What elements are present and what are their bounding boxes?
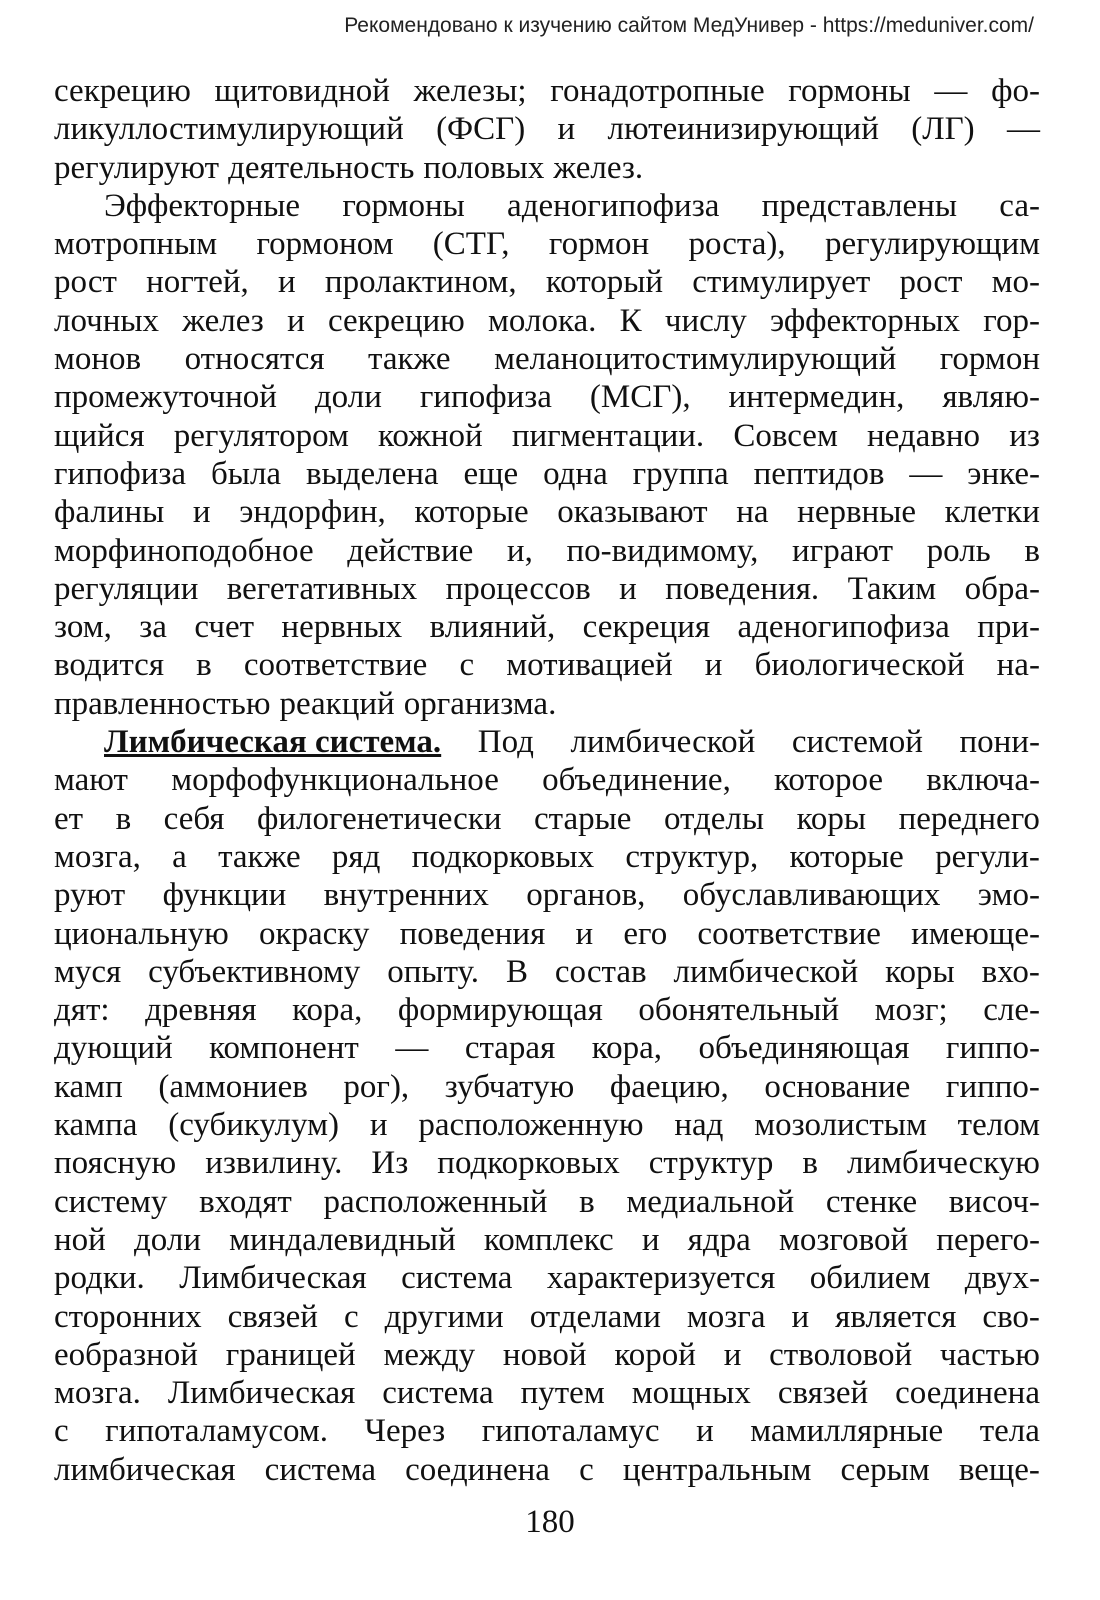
- word: объединяющая: [698, 1030, 910, 1067]
- word: камп: [54, 1068, 123, 1105]
- word: Под: [477, 724, 534, 761]
- paragraph: [54, 72, 1040, 187]
- text-line: [54, 761, 1040, 799]
- word: дующий: [54, 1030, 173, 1067]
- word: нервные: [797, 494, 917, 531]
- word: —: [1006, 111, 1040, 148]
- word: на: [736, 494, 769, 531]
- word: поведения: [399, 915, 546, 952]
- word: его: [623, 915, 668, 952]
- word: кожной: [378, 417, 483, 454]
- word: (ЛГ): [911, 111, 975, 148]
- text-line: [54, 1106, 1040, 1144]
- text-line: [54, 915, 1040, 953]
- word: К: [619, 302, 642, 339]
- word: древняя: [145, 992, 257, 1029]
- word: муся: [54, 953, 122, 990]
- section-heading: Лимбическая система.: [104, 724, 442, 761]
- word: играют: [792, 532, 893, 569]
- word: пони-: [959, 724, 1040, 761]
- text-line: [54, 149, 1040, 187]
- word: действие: [347, 532, 474, 569]
- word: сторонних: [54, 1298, 202, 1335]
- text-line: [54, 1298, 1040, 1336]
- word: являю-: [942, 379, 1040, 416]
- word: са-: [999, 187, 1040, 224]
- word: родки.: [54, 1260, 145, 1297]
- word: гипофиза: [419, 379, 552, 416]
- word: связей: [777, 1375, 869, 1412]
- word: органов,: [526, 877, 646, 914]
- word: филогенетически: [256, 800, 502, 837]
- word: функции: [162, 877, 287, 914]
- word: соответствие: [697, 915, 881, 952]
- word: пролактином,: [324, 264, 517, 301]
- word: перего-: [936, 1221, 1040, 1258]
- word: половых: [423, 149, 545, 186]
- word: который: [545, 264, 664, 301]
- word: пигментации.: [511, 417, 705, 454]
- text-line: [54, 302, 1040, 340]
- word: гор-: [983, 302, 1040, 339]
- word: коры: [796, 800, 867, 837]
- word: обра-: [964, 570, 1040, 607]
- word: в: [579, 1183, 595, 1220]
- word: которое: [774, 762, 884, 799]
- word: поясную: [54, 1145, 177, 1182]
- word: корой: [614, 1336, 696, 1373]
- word: с: [54, 1413, 69, 1450]
- word: гиппо-: [945, 1030, 1040, 1067]
- word: регуляции: [54, 570, 199, 607]
- word: меланоцитостимулирующий: [494, 341, 897, 378]
- text-line: [54, 608, 1040, 646]
- word: кора,: [591, 1030, 663, 1067]
- word: и: [278, 264, 296, 301]
- text-line: [54, 1336, 1040, 1374]
- text-line: [54, 1412, 1040, 1450]
- word: субъективному: [148, 953, 361, 990]
- word: и: [575, 915, 594, 952]
- word: молока.: [488, 302, 597, 339]
- word: отделами: [529, 1298, 661, 1335]
- word: мотропным: [54, 226, 218, 263]
- word: в: [115, 800, 132, 837]
- word: гонадотропные: [550, 73, 765, 109]
- word: гипоталамус: [481, 1413, 660, 1450]
- word: еобразной: [54, 1336, 198, 1373]
- body-text: [54, 72, 1040, 1489]
- word: лимбической: [673, 953, 859, 990]
- word: и,: [506, 532, 533, 569]
- word: а: [172, 838, 187, 875]
- word: мозговой: [778, 1221, 909, 1258]
- text-line: [54, 1374, 1040, 1412]
- word: структур: [648, 1145, 774, 1182]
- word: В: [505, 953, 528, 990]
- word: фаецию,: [609, 1068, 729, 1105]
- word: биологической: [754, 647, 965, 684]
- word: из: [1009, 417, 1040, 454]
- word: миндалевидный: [229, 1221, 456, 1258]
- word: имеюще-: [911, 915, 1040, 952]
- text-line: [54, 1183, 1040, 1221]
- word: формирующая: [397, 992, 603, 1029]
- word: роль: [926, 532, 991, 569]
- text-line: [54, 1259, 1040, 1297]
- word: секрецию: [54, 73, 191, 109]
- word: компонент: [209, 1030, 359, 1067]
- word: стенке: [825, 1183, 918, 1220]
- word: другими: [384, 1298, 504, 1335]
- word: входят: [199, 1183, 292, 1220]
- word: веще-: [958, 1451, 1040, 1488]
- word: с: [343, 1298, 359, 1335]
- word: кампа: [54, 1107, 138, 1144]
- word: клетки: [944, 494, 1040, 531]
- word: регулируют: [54, 149, 220, 186]
- text-line: [54, 838, 1040, 876]
- word: над: [674, 1107, 724, 1144]
- word: Совсем: [733, 417, 838, 454]
- word: желез.: [553, 149, 644, 186]
- word: в: [802, 1145, 818, 1182]
- word: за: [139, 609, 167, 646]
- word: мо-: [991, 264, 1040, 301]
- text-line: [54, 723, 1040, 761]
- word: группа: [632, 455, 729, 492]
- word: лютеинизирующий: [607, 111, 879, 148]
- text-line: [54, 1144, 1040, 1182]
- word: подкорковых: [437, 1145, 620, 1182]
- word: по-видимому,: [566, 532, 759, 569]
- word: эндорфин,: [239, 494, 386, 531]
- word: и: [723, 1336, 742, 1373]
- word: центральным: [622, 1451, 812, 1488]
- word: мозга,: [54, 838, 141, 875]
- word: мают: [54, 762, 128, 799]
- word: —: [395, 1030, 429, 1067]
- word: характеризуется: [546, 1260, 776, 1297]
- text-line: [54, 1451, 1040, 1489]
- text-line: [54, 646, 1040, 684]
- text-line: [54, 1068, 1040, 1106]
- word: серым: [840, 1451, 930, 1488]
- word: ногтей,: [146, 264, 249, 301]
- word: и: [696, 1413, 714, 1450]
- word: реакций: [279, 685, 395, 722]
- word: системой: [791, 724, 923, 761]
- word: (ФСГ): [436, 111, 526, 148]
- word: морфиноподобное: [54, 532, 314, 569]
- text-line: [54, 800, 1040, 838]
- text-line: [54, 570, 1040, 608]
- word: Лимбическая: [167, 1375, 356, 1412]
- word: ет: [54, 800, 84, 837]
- word: зом,: [54, 609, 112, 646]
- word: вегетативных: [226, 570, 418, 607]
- word: энке-: [967, 455, 1040, 492]
- word: соответствие: [243, 647, 428, 684]
- word: Через: [364, 1413, 446, 1450]
- text-line: [54, 110, 1040, 148]
- word: Эффекторные: [104, 187, 301, 224]
- word: между: [383, 1336, 476, 1373]
- word: организма.: [403, 685, 557, 722]
- word: лимбическую: [847, 1145, 1040, 1182]
- word: роста),: [688, 226, 786, 263]
- text-line: [54, 340, 1040, 378]
- word: нервных: [281, 609, 403, 646]
- word: монов: [54, 341, 142, 378]
- word: регулятором: [173, 417, 349, 454]
- word: и: [287, 302, 305, 339]
- word: и: [641, 1221, 660, 1258]
- word: частью: [939, 1336, 1040, 1373]
- word: руют: [54, 877, 126, 914]
- text-line: [54, 532, 1040, 570]
- word: тела: [979, 1413, 1040, 1450]
- word: правленностью: [54, 685, 271, 722]
- word: циональную: [54, 915, 229, 952]
- word: морфофункциональное: [171, 762, 499, 799]
- word: (СТГ,: [432, 226, 510, 263]
- word: вхо-: [981, 953, 1040, 990]
- word: мощных: [631, 1375, 751, 1412]
- word: (субикулум): [168, 1107, 339, 1144]
- word: подкорковых: [411, 838, 595, 875]
- word: расположенную: [418, 1107, 644, 1144]
- word: Лимбическая: [179, 1260, 367, 1297]
- word: систему: [54, 1183, 168, 1220]
- word: и: [369, 1107, 388, 1144]
- word: лочных: [54, 302, 160, 339]
- word: числу: [664, 302, 747, 339]
- text-line: [54, 991, 1040, 1029]
- word: переднего: [898, 800, 1040, 837]
- word: путем: [520, 1375, 605, 1412]
- word: относятся: [184, 341, 325, 378]
- word: гиппо-: [945, 1068, 1040, 1105]
- word: эффекторных: [769, 302, 961, 339]
- word: мозолистым: [754, 1107, 927, 1144]
- word: ликуллостимулирующий: [54, 111, 404, 148]
- word: —: [909, 455, 943, 492]
- word: эмо-: [977, 877, 1040, 914]
- text-line: [54, 953, 1040, 991]
- word: комплекс: [483, 1221, 614, 1258]
- word: доли: [134, 1221, 201, 1258]
- text-line: [54, 263, 1040, 301]
- word: на-: [996, 647, 1040, 684]
- word: система: [264, 1451, 376, 1488]
- paragraph: [54, 187, 1040, 723]
- word: старая: [464, 1030, 556, 1067]
- word: и: [619, 570, 637, 607]
- word: лимбической: [570, 724, 756, 761]
- word: представлены: [761, 187, 958, 224]
- word: стволовой: [769, 1336, 913, 1373]
- word: щийся: [54, 417, 145, 454]
- word: и: [704, 647, 723, 684]
- word: медиальной: [626, 1183, 795, 1220]
- word: является: [835, 1298, 957, 1335]
- word: окраску: [258, 915, 370, 952]
- text-line: [54, 225, 1040, 263]
- text-line: [54, 685, 1040, 723]
- word: височ-: [948, 1183, 1040, 1220]
- word: обуславливающих: [682, 877, 941, 914]
- word: доли: [314, 379, 382, 416]
- word: железы;: [413, 73, 527, 109]
- word: гормоны: [342, 187, 465, 224]
- word: стимулирует: [692, 264, 871, 301]
- word: соединена: [405, 1451, 550, 1488]
- text-line: [54, 187, 1040, 225]
- paragraph: [54, 723, 1040, 1489]
- word: счет: [194, 609, 255, 646]
- word: связей: [227, 1298, 318, 1335]
- word: водится: [54, 647, 165, 684]
- word: выделена: [305, 455, 439, 492]
- word: коры: [885, 953, 955, 990]
- word: одна: [543, 455, 608, 492]
- word: система: [382, 1375, 494, 1412]
- word: с: [579, 1451, 594, 1488]
- word: оказывают: [557, 494, 708, 531]
- word: зубчатую: [444, 1068, 575, 1105]
- word: деятельность: [228, 149, 415, 186]
- word: гормоны: [788, 73, 911, 109]
- word: сле-: [983, 992, 1040, 1029]
- text-line: [54, 1029, 1040, 1067]
- word: также: [368, 341, 451, 378]
- text-line: [54, 876, 1040, 914]
- word: мозг;: [874, 992, 948, 1029]
- word: промежуточной: [54, 379, 277, 416]
- word: лимбическая: [54, 1451, 236, 1488]
- word: желез: [182, 302, 264, 339]
- word: гормон: [548, 226, 650, 263]
- word: Из: [371, 1145, 409, 1182]
- word: дят:: [54, 992, 110, 1029]
- word: регулирующим: [824, 226, 1040, 263]
- word: которые: [414, 494, 529, 531]
- word: обилием: [809, 1260, 931, 1297]
- word: внутренних: [323, 877, 489, 914]
- word: мозга.: [54, 1375, 141, 1412]
- word: кора,: [292, 992, 363, 1029]
- word: влияний,: [429, 609, 556, 646]
- word: гормоном: [256, 226, 394, 263]
- word: система: [401, 1260, 513, 1297]
- word: включа-: [926, 762, 1040, 799]
- word: еще: [463, 455, 519, 492]
- word: структур,: [625, 838, 759, 875]
- word: аденогипофиза: [737, 609, 950, 646]
- word: ной: [54, 1221, 106, 1258]
- header-banner: Рекомендовано к изучению сайтом МедУнивер - https://meduniver.com/: [344, 14, 1034, 37]
- word: и: [192, 494, 211, 531]
- word: которые: [789, 838, 904, 875]
- text-line: [54, 72, 1040, 110]
- word: гормон: [939, 341, 1040, 378]
- word: —: [934, 73, 968, 109]
- word: и: [791, 1298, 810, 1335]
- word: при-: [977, 609, 1040, 646]
- word: опыту.: [387, 953, 479, 990]
- word: гипоталамусом.: [105, 1413, 329, 1450]
- word: состав: [554, 953, 647, 990]
- word: рост: [899, 264, 963, 301]
- word: Таким: [847, 570, 937, 607]
- text-line: [54, 455, 1040, 493]
- word: двух-: [964, 1260, 1040, 1297]
- word: фалины: [54, 494, 165, 531]
- word: ядра: [687, 1221, 751, 1258]
- word: регули-: [935, 838, 1040, 875]
- word: (аммониев: [158, 1068, 308, 1105]
- text-line: [54, 417, 1040, 455]
- word: телом: [957, 1107, 1040, 1144]
- word: мамиллярные: [750, 1413, 944, 1450]
- word: (МСГ),: [589, 379, 691, 416]
- word: с: [459, 647, 475, 684]
- word: интермедин,: [728, 379, 905, 416]
- word: в: [196, 647, 212, 684]
- word: секреция: [582, 609, 711, 646]
- word: извилину.: [205, 1145, 343, 1182]
- word: объединение,: [542, 762, 731, 799]
- word: процессов: [445, 570, 591, 607]
- word: отделы: [663, 800, 765, 837]
- word: была: [210, 455, 282, 492]
- word: обонятельный: [638, 992, 840, 1029]
- word: аденогипофиза: [507, 187, 720, 224]
- word: расположенный: [323, 1183, 548, 1220]
- page-number: 180: [525, 1504, 575, 1540]
- word: пептидов: [753, 455, 885, 492]
- word: также: [218, 838, 301, 875]
- word: гипофиза: [54, 455, 187, 492]
- word: в: [1024, 532, 1040, 569]
- word: мозга: [686, 1298, 766, 1335]
- word: рост: [54, 264, 117, 301]
- word: старые: [534, 800, 632, 837]
- word: мотивацией: [506, 647, 673, 684]
- word: ряд: [331, 838, 381, 875]
- word: фо-: [991, 73, 1040, 109]
- word: рог),: [343, 1068, 410, 1105]
- word: новой: [502, 1336, 587, 1373]
- word: щитовидной: [214, 73, 390, 109]
- word: основание: [764, 1068, 911, 1105]
- word: сво-: [982, 1298, 1040, 1335]
- word: границей: [225, 1336, 356, 1373]
- word: и: [557, 111, 576, 148]
- word: соединена: [895, 1375, 1040, 1412]
- word: поведения.: [665, 570, 820, 607]
- text-line: [54, 493, 1040, 531]
- word: секрецию: [327, 302, 465, 339]
- word: себя: [163, 800, 225, 837]
- word: недавно: [867, 417, 981, 454]
- text-line: [54, 378, 1040, 416]
- text-line: [54, 1221, 1040, 1259]
